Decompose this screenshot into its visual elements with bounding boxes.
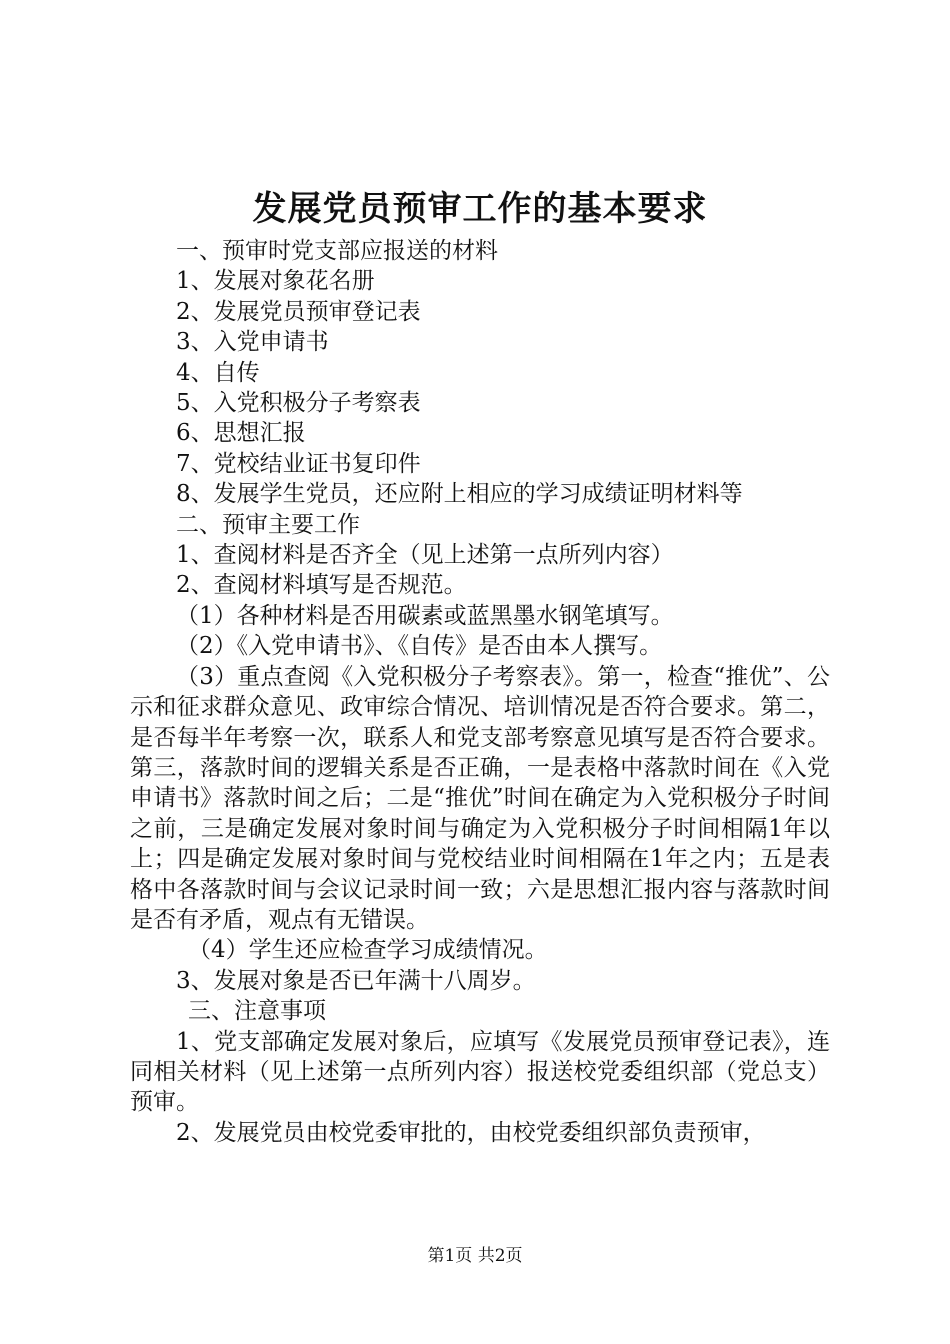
section-heading-3: 三、注意事项	[188, 998, 326, 1025]
sub-item: （2）《入党申请书》、《自传》是否由本人撰写。	[176, 633, 663, 660]
list-item: 3、入党申请书	[176, 329, 329, 356]
list-item: 3、发展对象是否已年满十八周岁。	[176, 967, 536, 994]
list-item: 5、入党积极分子考察表	[176, 390, 421, 417]
sub-item: （4）学生还应检查学习成绩情况。	[188, 937, 548, 964]
page-footer: 第1页 共2页	[427, 1246, 523, 1266]
list-item: 7、党校结业证书复印件	[176, 450, 421, 477]
sub-item: （1）各种材料是否用碳素或蓝黑墨水钢笔填写。	[176, 602, 674, 629]
section-heading-2: 二、预审主要工作	[176, 511, 360, 538]
list-item: 2、查阅材料填写是否规范。	[176, 572, 467, 599]
document-title: 发展党员预审工作的基本要求	[252, 189, 708, 229]
paragraph-note-2: 2、发展党员由校党委审批的，由校党委组织部负责预审，	[176, 1119, 766, 1146]
list-item: 1、发展对象花名册	[176, 268, 375, 295]
list-item: 4、自传	[176, 359, 260, 386]
section-heading-1: 一、预审时党支部应报送的材料	[176, 238, 498, 264]
paragraph-note-1: 1、党支部确定发展对象后，应填写《发展党员预审登记表》，连同相关材料（见上述第一点所列内容）报送校党委组织部（党总支）预审。	[130, 1028, 830, 1116]
list-item: 1、查阅材料是否齐全（见上述第一点所列内容）	[176, 542, 674, 569]
list-item: 6、思想汇报	[176, 420, 306, 447]
document-page	[130, 184, 830, 1148]
paragraph-item-3: （3）重点查阅《入党积极分子考察表》。第一，检查“推优”、公示和征求群众意见、政审综合情况、培训情况是否符合要求。第二，是否每半年考察一次，联系人和党支部考察意见填写是否符合要求。第三，落款时间的逻辑关系是否正确，一是表格中落款时间在《入党申请书》落款时间之后；二是“推优”时间在确定为入党积极分子时间之前，三是确定发展对象时间与确定为入党积极分子时间相隔1年以上；四是确定发展对象时间与党校结业时间相隔在1年之内；五是表格中各落款时间与会议记录时间一致；六是思想汇报内容与落款时间是否有矛盾，观点有无错误。	[130, 663, 830, 933]
list-item: 8、发展学生党员，还应附上相应的学习成绩证明材料等	[176, 481, 743, 508]
list-item: 2、发展党员预审登记表	[176, 298, 421, 325]
